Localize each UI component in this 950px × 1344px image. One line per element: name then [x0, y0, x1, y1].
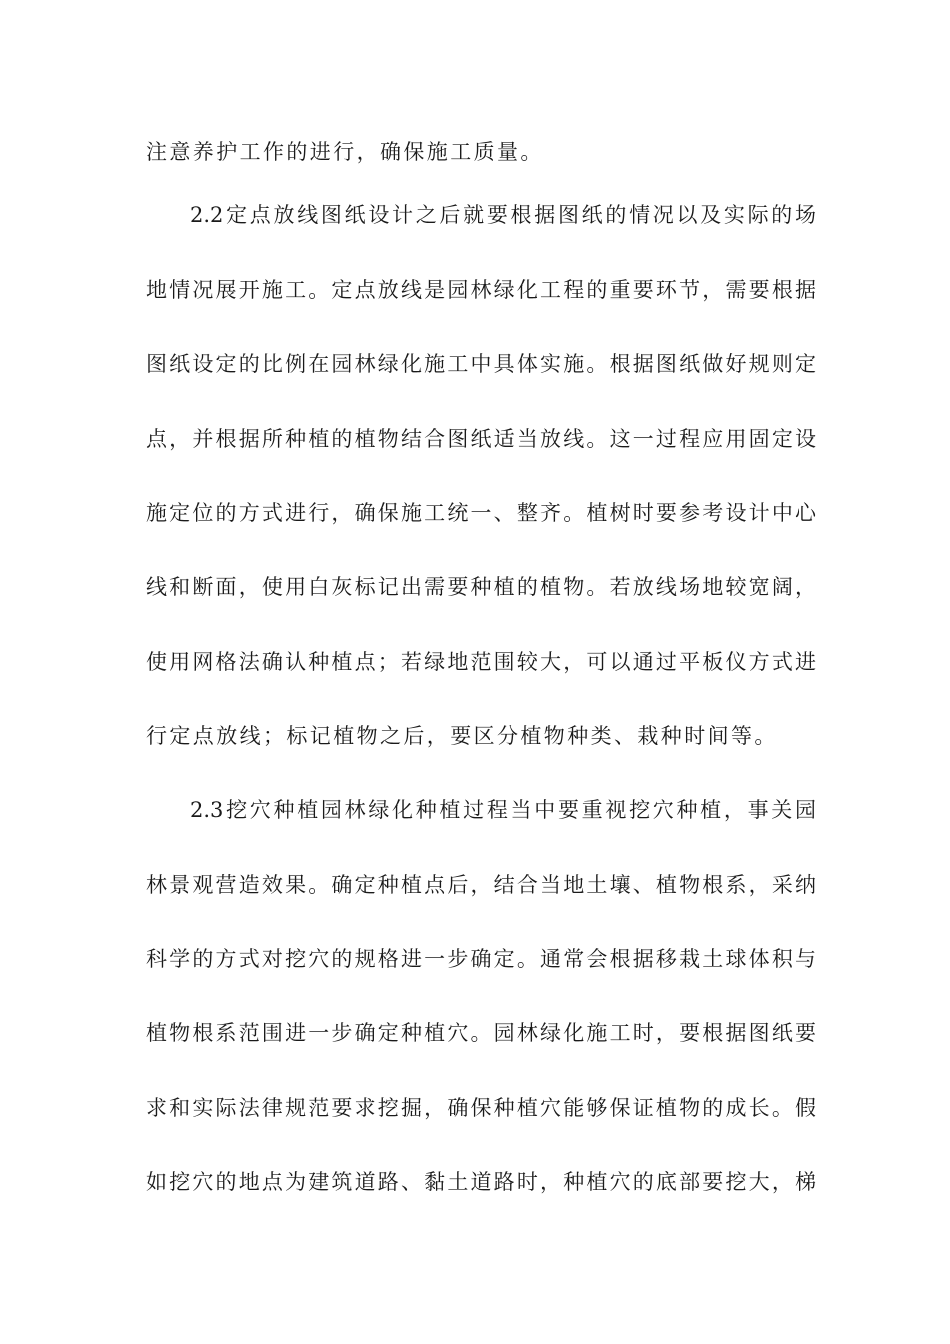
- text-line: 施定位的方式进行，确保施工统一、整齐。植树时要参考设计中心: [146, 501, 816, 525]
- text-line: 点，并根据所种植的植物结合图纸适当放线。这一过程应用固定设: [146, 427, 816, 451]
- text-line: 科学的方式对挖穴的规格进一步确定。通常会根据移栽土球体积与: [146, 947, 816, 971]
- text-line: 注意养护工作的进行，确保施工质量。: [146, 140, 544, 164]
- text-line: 使用网格法确认种植点；若绿地范围较大，可以通过平板仪方式进: [146, 650, 816, 674]
- text-line: 线和断面，使用白灰标记出需要种植的植物。若放线场地较宽阔，: [146, 575, 816, 599]
- text-line: 植物根系范围进一步确定种植穴。园林绿化施工时，要根据图纸要: [146, 1021, 816, 1045]
- text-line: 求和实际法律规范要求挖掘，确保种植穴能够保证植物的成长。假: [146, 1096, 816, 1120]
- text-line: 如挖穴的地点为建筑道路、黏土道路时，种植穴的底部要挖大，梯: [146, 1170, 816, 1194]
- text-line: 图纸设定的比例在园林绿化施工中具体实施。根据图纸做好规则定: [146, 352, 816, 376]
- paragraph-start-line: 2.3挖穴种植园林绿化种植过程当中要重视挖穴种植，事关园: [190, 798, 816, 822]
- text-line: 林景观营造效果。确定种植点后，结合当地土壤、植物根系，采纳: [146, 873, 816, 897]
- paragraph-start-line: 2.2定点放线图纸设计之后就要根据图纸的情况以及实际的场: [190, 203, 816, 227]
- text-line: 地情况展开施工。定点放线是园林绿化工程的重要环节，需要根据: [146, 278, 816, 302]
- text-line: 行定点放线；标记植物之后，要区分植物种类、栽种时间等。: [146, 724, 778, 748]
